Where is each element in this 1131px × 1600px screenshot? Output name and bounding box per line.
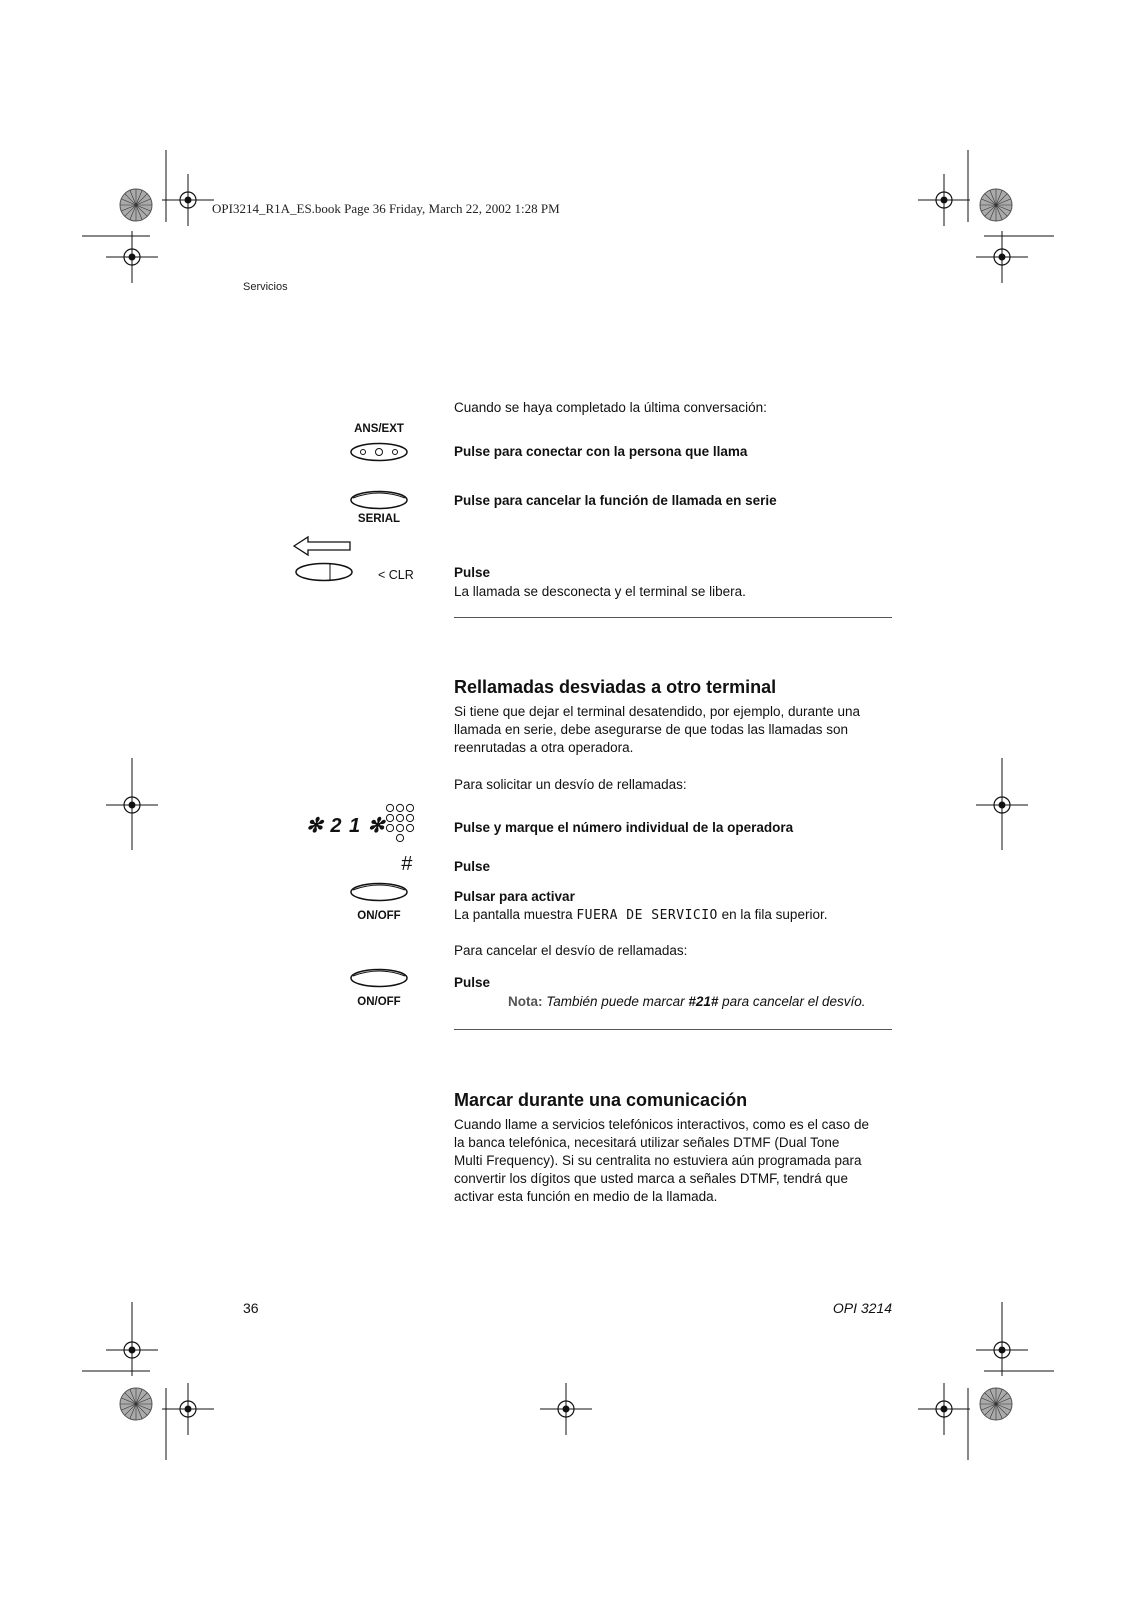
keypad-icon <box>385 803 417 845</box>
book-info-header: OPI3214_R1A_ES.book Page 36 Friday, March 22, 2002 1:28 PM <box>212 201 560 216</box>
display-suffix: en la fila superior. <box>717 907 828 922</box>
last-conversation-intro: Cuando se haya completado la última conversación: <box>454 400 767 415</box>
on-off-key-label-2: ON/OFF <box>357 996 401 1008</box>
ans-ext-key-icon <box>349 442 409 462</box>
paragraph-line: llamada en serie, debe asegurarse de que todas las llamadas son <box>454 722 848 737</box>
paragraph-line: Si tiene que dejar el terminal desatendido, por ejemplo, durante una <box>454 704 861 719</box>
paragraph-line: Cuando llame a servicios telefónicos interactivos, como es el caso de <box>454 1117 869 1132</box>
marcar-paragraph <box>454 1116 894 1206</box>
paragraph-line: reenrutadas a otra operadora. <box>454 740 634 755</box>
clr-instruction: Pulse <box>454 565 491 580</box>
paragraph-line: activar esta función en medio de la llamada. <box>454 1189 718 1204</box>
on-off-key-icon <box>349 882 409 902</box>
display-prefix: La pantalla muestra <box>454 907 577 922</box>
display-sentence <box>454 906 827 925</box>
clr-key-label: < CLR <box>378 568 414 582</box>
serial-instruction: Pulse para cancelar la función de llamada en serie <box>454 493 777 508</box>
ans-ext-instruction: Pulse para conectar con la persona que llama <box>454 444 748 459</box>
model-name: OPI 3214 <box>832 1300 892 1316</box>
paragraph-line: convertir los dígitos que usted marca a señales DTMF, tendrá que <box>454 1171 848 1186</box>
on-off-key-label: ON/OFF <box>357 910 401 922</box>
clr-result: La llamada se desconecta y el terminal se libera. <box>454 584 746 599</box>
nota-code: #21# <box>688 994 719 1009</box>
section-title-rellamadas: Rellamadas desviadas a otro terminal <box>454 677 777 697</box>
bottom-right-sunburst-mark <box>980 1388 1012 1420</box>
on-off-key-icon-2 <box>349 968 409 988</box>
page-number: 36 <box>243 1300 259 1316</box>
serial-key-label: SERIAL <box>357 513 401 525</box>
nota-text-after: para cancelar el desvío. <box>718 994 866 1009</box>
cancel-instruction: Pulse <box>454 975 491 990</box>
display-lcd-text: FUERA DE SERVICIO <box>576 908 718 923</box>
divider-1 <box>454 617 892 618</box>
star-21-star-code: ✻ 2 1 ✻ <box>306 815 386 837</box>
nota-text-before: También puede marcar <box>542 994 689 1009</box>
divider-2 <box>454 1029 892 1030</box>
section-label: Servicios <box>243 281 288 293</box>
rellamadas-paragraph <box>454 703 894 757</box>
request-intro: Para solicitar un desvío de rellamadas: <box>454 777 687 792</box>
ans-ext-key-label: ANS/EXT <box>354 423 404 435</box>
code-instruction: Pulse y marque el número individual de la operadora <box>454 820 794 835</box>
top-left-sunburst-mark <box>120 189 152 221</box>
paragraph-line: Multi Frequency). Si su centralita no estuviera aún programada para <box>454 1153 862 1168</box>
activate-instruction: Pulsar para activar <box>454 889 575 904</box>
nota-label: Nota: <box>508 994 543 1009</box>
serial-key-icon <box>349 490 409 510</box>
cancel-intro: Para cancelar el desvío de rellamadas: <box>454 943 688 958</box>
hash-instruction: Pulse <box>454 859 491 874</box>
bottom-left-sunburst-mark <box>120 1388 152 1420</box>
paragraph-line: la banca telefónica, necesitará utilizar señales DTMF (Dual Tone <box>454 1135 840 1150</box>
nota-line <box>508 994 865 1009</box>
top-right-sunburst-mark <box>980 189 1012 221</box>
clr-key-icon <box>292 535 354 585</box>
hash-key-icon: # <box>401 853 413 875</box>
section-title-marcar: Marcar durante una comunicación <box>454 1090 748 1110</box>
